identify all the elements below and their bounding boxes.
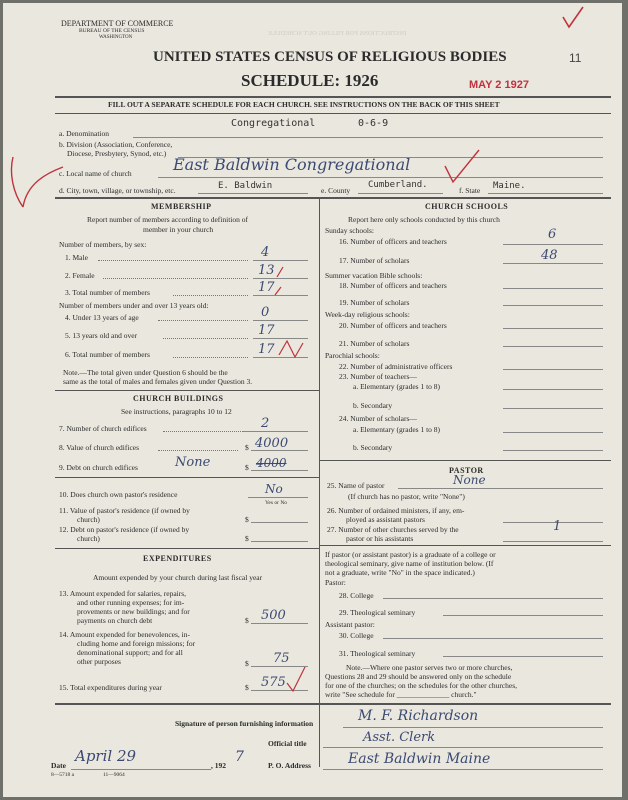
po-address-value: East Baldwin Maine	[348, 751, 491, 767]
weekday-schools-label: Week-day religious schools:	[325, 310, 410, 319]
q8-dollar: $	[245, 443, 249, 452]
q3-label: 3. Total number of members	[65, 288, 150, 297]
denomination-label: a. Denomination	[59, 129, 109, 138]
q12-label: 12. Debt on pastor's residence (if owned by	[59, 525, 190, 534]
q13-label: 13. Amount expended for salaries, repairs,	[59, 589, 187, 598]
q7-label: 7. Number of church edifices	[59, 424, 147, 433]
q29-label: 29. Theological seminary	[339, 608, 416, 617]
county-label: e. County	[321, 186, 351, 195]
graduate-instruction: If pastor (or assistant pastor) is a graduate of a college or	[325, 550, 496, 559]
q9-dollar: $	[245, 463, 249, 472]
church-schools-subtitle: Report here only schools conducted by this church	[348, 215, 500, 224]
q13-label-line4: payments on church debt	[77, 616, 153, 625]
local-name-value: East Baldwin Congregational	[173, 155, 411, 174]
pastor-note-line2: Questions 28 and 29 should be answered only on the schedule	[325, 672, 512, 681]
q23a-label: a. Elementary (grades 1 to 8)	[353, 382, 441, 391]
q7-value: 2	[261, 416, 270, 431]
q25-note: (If church has no pastor, write "None")	[348, 492, 465, 501]
members-by-age-label: Number of members under and over 13 years old:	[59, 301, 209, 310]
q4-label: 4. Under 13 years of age	[65, 313, 139, 322]
q20-label: 20. Number of officers and teachers	[339, 321, 447, 330]
q24-label: 24. Number of scholars—	[339, 414, 417, 423]
q6-label: 6. Total number of members	[65, 350, 150, 359]
corner-check-mark	[559, 5, 589, 31]
expenditures-subtitle: Amount expended by your church during last fiscal year	[93, 573, 263, 582]
total-check-mark	[283, 663, 313, 693]
q6-value: 17	[258, 342, 275, 357]
q24a-label: a. Elementary (grades 1 to 8)	[353, 425, 441, 434]
membership-note-line2: same as the total of males and females given under Question 3.	[63, 377, 253, 386]
q13-label-line3: provements or new buildings; and for	[77, 607, 190, 616]
expenditures-title: EXPENDITURES	[143, 554, 212, 563]
bureau-city: WASHINGTON	[99, 35, 133, 40]
q17-value: 48	[541, 248, 558, 263]
signature-value: M. F. Richardson	[358, 708, 479, 724]
local-name-check-mark	[443, 148, 483, 188]
membership-subtitle-line2: member in your church	[143, 225, 214, 234]
county-value: Cumberland.	[368, 180, 428, 190]
q11-label-line2: church)	[77, 515, 100, 524]
q23b-label: b. Secondary	[353, 401, 393, 410]
q13-dollar: $	[245, 616, 249, 625]
division-label-line2: Diocese, Presbytery, Synod, etc.)	[67, 149, 167, 158]
q15-dollar: $	[245, 683, 249, 692]
q24b-label: b. Secondary	[353, 443, 393, 452]
separate-schedule-instruction: FILL OUT A SEPARATE SCHEDULE FOR EACH CHURCH. SEE INSTRUCTIONS ON THE BACK OF THIS SHEET	[108, 100, 500, 109]
q11-dollar: $	[245, 515, 249, 524]
q14-label-line4: other purposes	[77, 657, 121, 666]
q12-dollar: $	[245, 534, 249, 543]
q30-label: 30. College	[339, 631, 374, 640]
schedule-year: SCHEDULE: 1926	[241, 71, 379, 90]
church-buildings-title: CHURCH BUILDINGS	[133, 394, 224, 403]
q11-label: 11. Value of pastor's residence (if owned by	[59, 506, 190, 515]
pastor-subheading: Pastor:	[325, 578, 346, 587]
division-label: b. Division (Association, Conference,	[59, 140, 173, 149]
q26-label-line2: ployed as assistant pastors	[346, 515, 425, 524]
state-label: f. State	[459, 186, 481, 195]
print-code: 11—9064	[103, 772, 125, 778]
q18-label: 18. Number of officers and teachers	[339, 281, 447, 290]
official-title-value: Asst. Clerk	[363, 730, 436, 745]
q8-label: 8. Value of church edifices	[59, 443, 140, 452]
q1-value: 4	[261, 245, 270, 260]
q9-handwritten-none: None	[175, 455, 211, 470]
graduate-instruction-line3: not a graduate, write "No" in the space indicated.)	[325, 568, 475, 577]
q14-value: 75	[273, 651, 290, 666]
bleed-through-text: INSTRUCTIONS FOR FILLING OUT SCHEDULE	[268, 30, 407, 37]
pastor-title: PASTOR	[449, 466, 484, 475]
q9-struck-value: 4000	[256, 456, 287, 470]
q25-value: None	[453, 473, 486, 487]
denomination-value: Congregational	[231, 118, 316, 129]
pastor-note: Note.—Where one pastor serves two or more churches,	[346, 663, 513, 672]
q23-label: 23. Number of teachers—	[339, 372, 417, 381]
q17-label: 17. Number of scholars	[339, 256, 410, 265]
signature-label: Signature of person furnishing information	[175, 719, 314, 728]
q14-dollar: $	[245, 659, 249, 668]
received-date-stamp: MAY 2 1927	[469, 79, 529, 91]
official-title-label: Official title	[268, 739, 307, 748]
city-label: d. City, town, village, or township, etc.	[59, 186, 176, 195]
q25-label: 25. Name of pastor	[327, 481, 385, 490]
pastor-note-line4: write "See schedule for ______________ church."	[325, 690, 477, 699]
q4-value: 0	[261, 305, 270, 320]
city-value: E. Baldwin	[218, 181, 273, 191]
q27-value: 1	[553, 519, 562, 534]
members-by-sex-label: Number of members, by sex:	[59, 240, 147, 249]
q14-label: 14. Amount expended for benevolences, in-	[59, 630, 191, 639]
q26-label: 26. Number of ordained ministers, if any, em-	[327, 506, 465, 515]
membership-subtitle: Report number of members according to definition of	[87, 215, 248, 224]
state-value: Maine.	[493, 181, 526, 191]
church-schools-title: CHURCH SCHOOLS	[425, 202, 509, 211]
q3-value: 17	[258, 280, 275, 295]
yes-no-hint: Yes or No	[265, 500, 288, 506]
q5-value: 17	[258, 323, 275, 338]
membership-title: MEMBERSHIP	[151, 202, 212, 211]
summer-schools-label: Summer vacation Bible schools:	[325, 271, 423, 280]
q14-label-line2: cluding home and foreign missions; for	[77, 639, 196, 648]
margin-check-mark	[7, 153, 67, 213]
q2-value: 13	[258, 263, 275, 278]
q16-label: 16. Number of officers and teachers	[339, 237, 447, 246]
sunday-schools-label: Sunday schools:	[325, 226, 374, 235]
q5-label: 5. 13 years old and over	[65, 331, 138, 340]
q27-label-line2: pastor or his assistants	[346, 534, 414, 543]
assistant-pastor-subheading: Assistant pastor:	[325, 620, 375, 629]
form-code: 8—5718 a	[51, 772, 75, 778]
membership-note: Note.—The total given under Question 6 should be the	[63, 368, 228, 377]
department-name: DEPARTMENT OF COMMERCE	[61, 19, 174, 28]
q2-label: 2. Female	[65, 271, 95, 280]
pastor-note-line3: for one of the churches; on the schedules for the other churches,	[325, 681, 518, 690]
po-address-label: P. O. Address	[268, 761, 311, 770]
date-value: April 29	[75, 747, 137, 765]
graduate-instruction-line2: theological seminary, give name of institution below. (If	[325, 559, 494, 568]
q9-label: 9. Debt on church edifices	[59, 463, 138, 472]
q15-label: 15. Total expenditures during year	[59, 683, 162, 692]
q19-label: 19. Number of scholars	[339, 298, 410, 307]
q12-label-line2: church)	[77, 534, 100, 543]
q22-label: 22. Number of administrative officers	[339, 362, 453, 371]
q31-label: 31. Theological seminary	[339, 649, 416, 658]
parochial-schools-label: Parochial schools:	[325, 351, 380, 360]
census-schedule-page	[3, 3, 622, 797]
bureau-name: BUREAU OF THE CENSUS	[79, 28, 145, 34]
q13-value: 500	[261, 608, 286, 623]
corner-number: 11	[569, 51, 582, 65]
q27-label: 27. Number of other churches served by the	[327, 525, 459, 534]
year-value: 7	[235, 749, 244, 765]
q10-label: 10. Does church own pastor's residence	[59, 490, 178, 499]
denomination-code: 0-6-9	[358, 118, 389, 129]
year-prefix: , 192	[211, 761, 226, 770]
q13-label-line2: and other running expenses; for im-	[77, 598, 185, 607]
q8-value: 4000	[255, 436, 289, 451]
q28-label: 28. College	[339, 591, 374, 600]
membership-check-marks	[273, 265, 313, 365]
local-name-label: c. Local name of church	[59, 169, 132, 178]
date-label: Date	[51, 761, 66, 770]
q14-label-line3: denominational support; and for all	[77, 648, 183, 657]
church-buildings-subtitle: See instructions, paragraphs 10 to 12	[121, 407, 232, 416]
q21-label: 21. Number of scholars	[339, 339, 410, 348]
q16-value: 6	[548, 227, 557, 242]
q10-value: No	[265, 482, 283, 496]
q1-label: 1. Male	[65, 253, 88, 262]
q15-value: 575	[261, 675, 286, 690]
form-title: UNITED STATES CENSUS OF RELIGIOUS BODIES	[153, 49, 507, 65]
